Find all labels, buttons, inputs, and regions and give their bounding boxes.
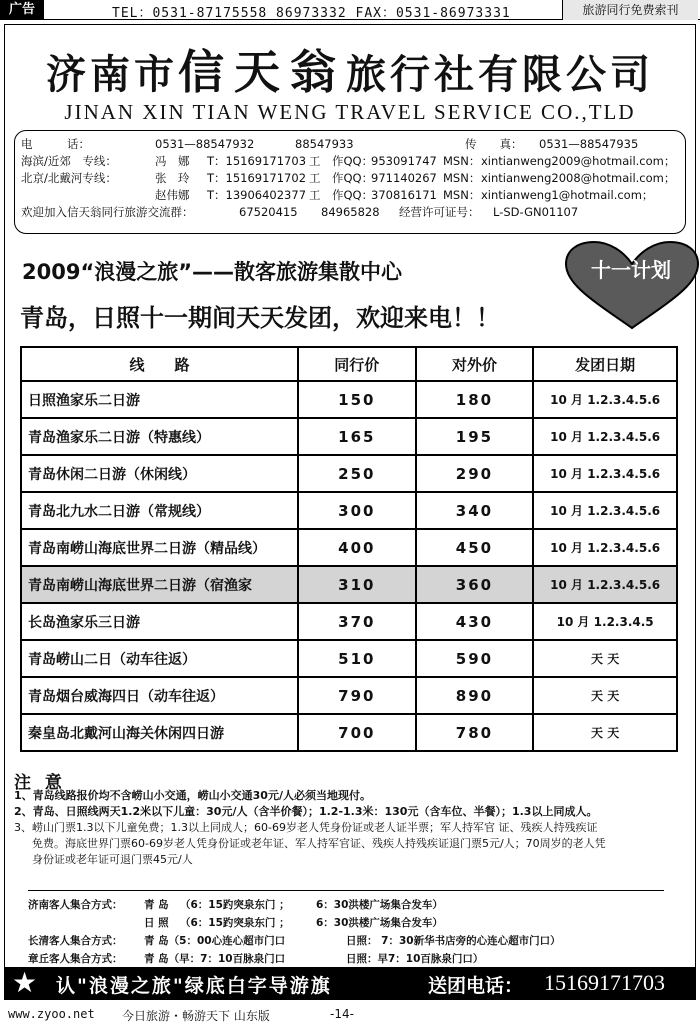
departure-date: 10 月 1.2.3.4.5.6 [533, 381, 677, 418]
contact-row-group [21, 204, 679, 221]
contact-row-zhao [21, 187, 679, 204]
departure-date: 10 月 1.2.3.4.5.6 [533, 455, 677, 492]
msn-label: MSN： [443, 154, 481, 168]
contact-row-seaside [21, 153, 679, 170]
table-row [21, 418, 677, 455]
hotline-label: 送团电话： [428, 975, 524, 997]
route-name: 青岛崂山二日（动车往返） [21, 640, 298, 677]
route-name: 青岛南崂山海底世界二日游（精品线） [21, 529, 298, 566]
msn-address: xintianweng2008@hotmail.com； [481, 171, 676, 185]
phone-1: 0531—88547932 [155, 137, 255, 151]
group-number-2: 84965828 [321, 205, 380, 219]
retail-price: 290 [416, 455, 534, 492]
peer-price: 400 [298, 529, 416, 566]
company-brand: 信天翁 [178, 45, 346, 99]
contact-tel: T：15169171702 [207, 171, 307, 185]
bottom-banner [4, 967, 696, 1000]
retail-price: 890 [416, 677, 534, 714]
page-footer [0, 1004, 700, 1025]
note-3-line-3: 身份证或老年证可退门票45元/人 [32, 853, 193, 866]
qq-label: 工 作QQ： [309, 188, 374, 202]
peer-price: 510 [298, 640, 416, 677]
company-prefix: 济南市 [46, 52, 178, 98]
departure-date: 10 月 1.2.3.4.5.6 [533, 529, 677, 566]
departure-date: 10 月 1.2.3.4.5.6 [533, 418, 677, 455]
header-departure: 发团日期 [533, 347, 677, 381]
footer-site[interactable]: www.zyoo.net [8, 1007, 95, 1021]
qq-number: 370816171 [371, 188, 437, 202]
contact-name: 冯 娜 [155, 154, 190, 168]
promo-headline: 2009“浪漫之旅”——散客旅游集散中心 [22, 260, 403, 284]
gather-point-a: 青 岛（早：7：10百脉泉门口 [144, 953, 286, 965]
fax-label: 传 真： [465, 137, 523, 151]
table-header-row [21, 347, 677, 381]
group-number-1: 67520415 [239, 205, 298, 219]
contact-row-phone [21, 136, 679, 153]
route-name: 日照渔家乐二日游 [21, 381, 298, 418]
line-label: 北京/北戴河专线： [21, 171, 117, 185]
departure-date: 10 月 1.2.3.4.5.6 [533, 566, 677, 603]
note-1: 1、青岛线路报价均不含崂山小交通，崂山小交通30元/人必须当地现付。 [14, 789, 371, 802]
route-name: 青岛北九水二日游（常规线） [21, 492, 298, 529]
peer-price: 790 [298, 677, 416, 714]
gather-point-a: （6：15趵突泉东门 ； [180, 899, 290, 911]
contact-name: 张 玲 [155, 171, 190, 185]
msn-label: MSN： [443, 188, 481, 202]
notes-block [14, 788, 690, 868]
group-label: 欢迎加入信天翁同行旅游交流群： [21, 205, 194, 219]
note-2: 2、青岛、日照线两天1.2米以下儿童：30元/人（含半价餐）；1.2-1.3米：130元（含车位、半餐）；1.3以上同成人。 [14, 805, 598, 818]
company-suffix: 旅行社有限公司 [346, 52, 654, 98]
table-row [21, 714, 677, 751]
gather-point-a: （6：15趵突泉东门 ； [180, 917, 290, 929]
table-row [21, 640, 677, 677]
gather-label: 济南客人集合方式： [28, 899, 123, 911]
departure-date: 10 月 1.2.3.4.5 [533, 603, 677, 640]
table-row [21, 529, 677, 566]
qq-label: 工 作QQ： [309, 154, 374, 168]
company-name [0, 36, 700, 102]
star-icon: ★ [12, 966, 38, 999]
gather-city: 青 岛 [144, 899, 169, 911]
route-name: 青岛休闲二日游（休闲线） [21, 455, 298, 492]
gather-point-a: 青 岛（5：00心连心超市门口 [144, 935, 286, 947]
gathering-info [28, 896, 678, 968]
hotline-number: 15169171703 [544, 970, 665, 995]
promo-subline: 青岛，日照十一期间天天发团，欢迎来电！！ [20, 304, 500, 332]
retail-price: 180 [416, 381, 534, 418]
route-name: 青岛烟台威海四日（动车往返） [21, 677, 298, 714]
table-row-highlighted [21, 566, 677, 603]
retail-price: 450 [416, 529, 534, 566]
contact-tel: T：13906402377 [207, 188, 307, 202]
top-strip [0, 0, 700, 20]
page-number: -14- [330, 1007, 354, 1021]
contact-tel: T：15169171703 [207, 154, 307, 168]
gather-label: 长清客人集合方式： [28, 935, 123, 947]
gather-changqing [28, 932, 678, 950]
gather-zhangqiu [28, 950, 678, 968]
route-name: 秦皇岛北戴河山海关休闲四日游 [21, 714, 298, 751]
phone-2: 88547933 [295, 137, 354, 151]
msn-address: xintianweng2009@hotmail.com； [481, 154, 676, 168]
route-name: 长岛渔家乐三日游 [21, 603, 298, 640]
gather-jinan-qingdao [28, 896, 678, 914]
phone-label: 电 话： [21, 137, 90, 151]
qq-number: 953091747 [371, 154, 437, 168]
table-row [21, 603, 677, 640]
contact-row-beijing [21, 170, 679, 187]
departure-date: 天 天 [533, 714, 677, 751]
license-label: 经营许可证号： [399, 205, 480, 219]
departure-date: 天 天 [533, 677, 677, 714]
peer-price: 165 [298, 418, 416, 455]
gather-point-b: 日照： 7：30新华书店旁的心连心超市门口） [346, 935, 561, 947]
top-contact: TEL：0531-87175558 86973332 FAX：0531-86973331 [112, 6, 511, 21]
heart-badge-label: 十一计划 [591, 258, 671, 282]
qq-label: 工 作QQ： [309, 171, 374, 185]
qq-number: 971140267 [371, 171, 437, 185]
gather-city: 日 照 [144, 917, 169, 929]
msn-label: MSN： [443, 171, 481, 185]
header-peer-price: 同行价 [298, 347, 416, 381]
route-name: 青岛渔家乐二日游（特惠线） [21, 418, 298, 455]
retail-price: 360 [416, 566, 534, 603]
route-name: 青岛南崂山海底世界二日游（宿渔家 [21, 566, 298, 603]
header-route: 线 路 [21, 347, 298, 381]
gather-label: 章丘客人集合方式： [28, 953, 123, 965]
retail-price: 590 [416, 640, 534, 677]
license-number: L-SD-GN01107 [493, 205, 579, 219]
notes-title: 注 意 [14, 773, 66, 793]
table-row [21, 492, 677, 529]
free-note: 旅游同行免费索刊 [562, 0, 698, 20]
gather-point-b: 6：30洪楼广场集合发车） [316, 917, 443, 929]
retail-price: 340 [416, 492, 534, 529]
contact-name: 赵伟娜 [155, 188, 190, 202]
retail-price: 430 [416, 603, 534, 640]
note-3-line-2: 免费。海底世界门票60-69岁老人凭身份证或老年证、军人持军官证、残疾人持残疾证退门票5元/人；70周岁的老人凭 [32, 837, 606, 850]
departure-date: 天 天 [533, 640, 677, 677]
table-row [21, 677, 677, 714]
line-label: 海滨/近郊 专线： [21, 154, 117, 168]
guide-flag-slogan: 认"浪漫之旅"绿底白字导游旗 [56, 975, 332, 997]
table-row [21, 381, 677, 418]
ad-tag: 广告 [0, 0, 44, 20]
contact-box [14, 130, 686, 234]
table-row [21, 455, 677, 492]
header-retail-price: 对外价 [416, 347, 534, 381]
peer-price: 150 [298, 381, 416, 418]
retail-price: 195 [416, 418, 534, 455]
peer-price: 250 [298, 455, 416, 492]
peer-price: 300 [298, 492, 416, 529]
fax-number: 0531—88547935 [539, 137, 639, 151]
msn-address: xintianweng1@hotmail.com； [481, 188, 654, 202]
departure-date: 10 月 1.2.3.4.5.6 [533, 492, 677, 529]
footer-slogan: 今日旅游・畅游天下 山东版 [122, 1009, 270, 1023]
divider [28, 890, 664, 891]
company-name-en: JINAN XIN TIAN WENG TRAVEL SERVICE CO.,TLD [64, 100, 636, 124]
note-3-line-1: 3、崂山门票1.3以下儿童免费；1.3以上同成人；60-69岁老人凭身份证或老人证半票；军人持军官 证、残疾人持残疾证 [14, 821, 598, 834]
route-price-table [20, 346, 678, 752]
gather-jinan-rizhao [28, 914, 678, 932]
peer-price: 700 [298, 714, 416, 751]
retail-price: 780 [416, 714, 534, 751]
gather-point-b: 日照：早7：10百脉泉门口） [346, 953, 484, 965]
peer-price: 370 [298, 603, 416, 640]
peer-price: 310 [298, 566, 416, 603]
gather-point-b: 6：30洪楼广场集合发车） [316, 899, 443, 911]
